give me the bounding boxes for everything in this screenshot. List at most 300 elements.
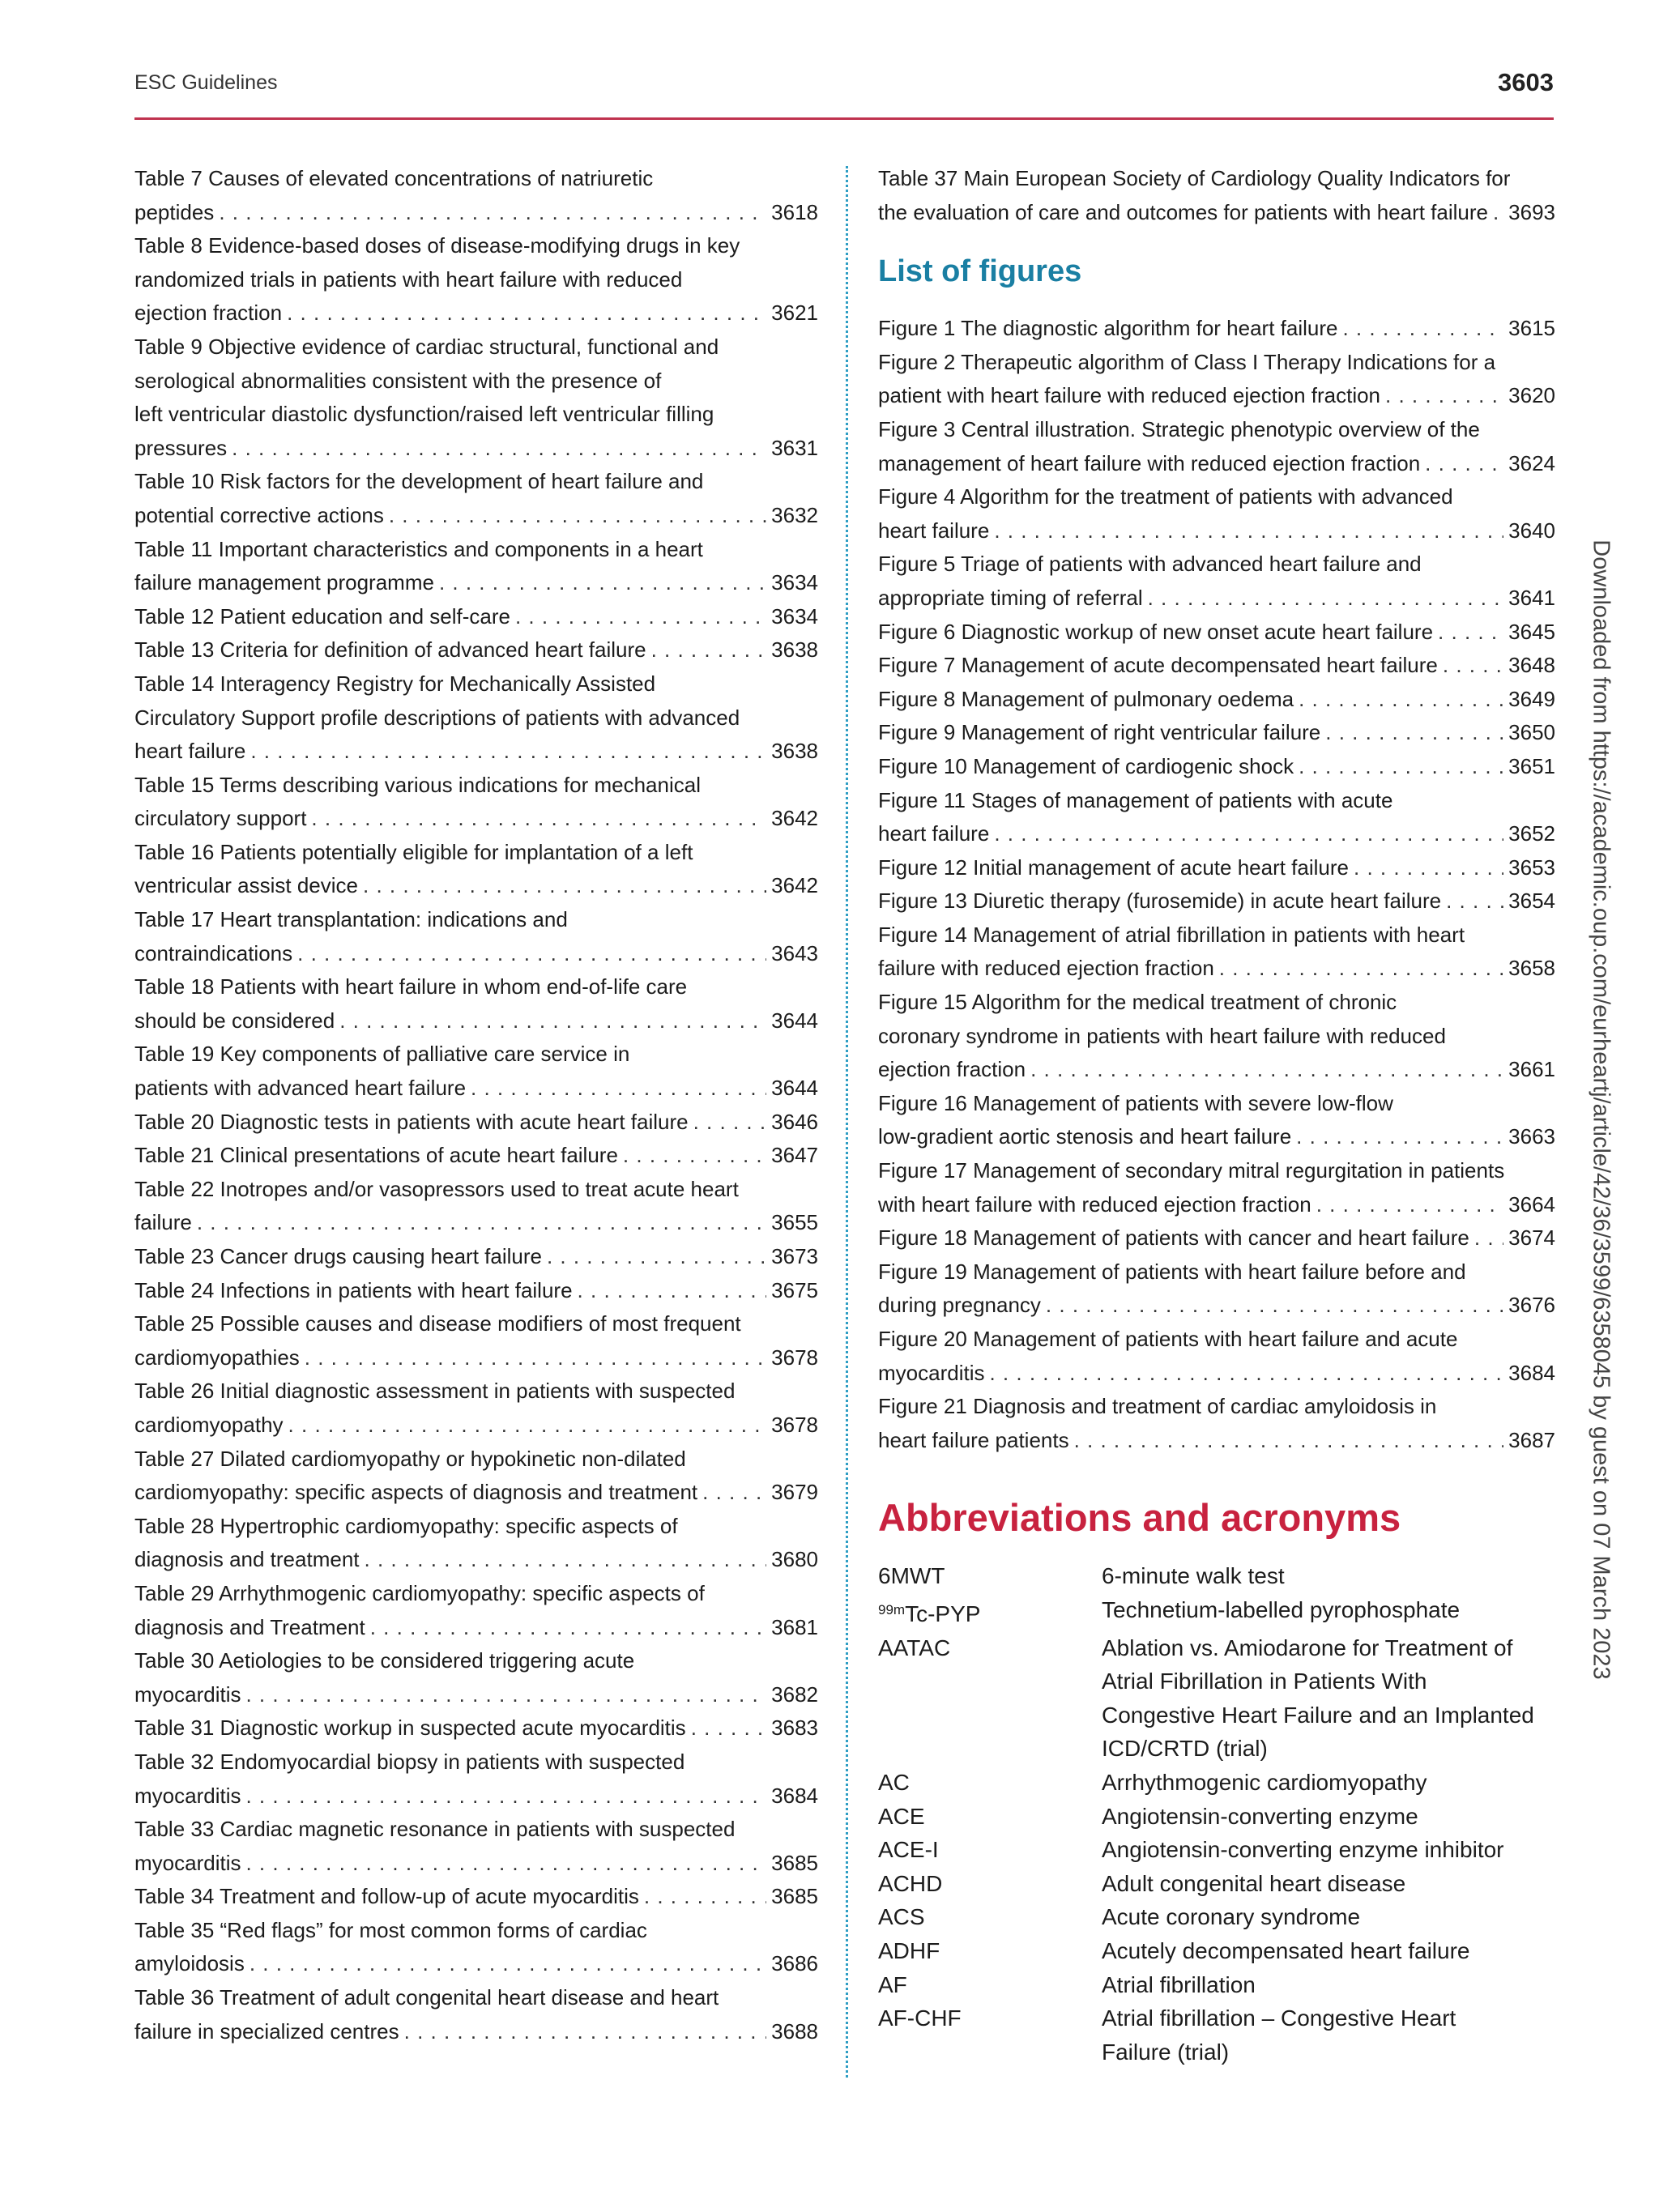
- toc-page-number: 3644: [771, 1008, 818, 1033]
- toc-entry[interactable]: [878, 1323, 1555, 1390]
- abbreviation-definition: [1102, 1934, 1555, 1968]
- toc-page-number: 3652: [1508, 821, 1555, 846]
- toc-entry[interactable]: [878, 1255, 1555, 1323]
- toc-entry-text: Table 19 Key components of palliative care service in: [134, 1042, 630, 1067]
- toc-entry-text: ejection fraction: [878, 1057, 1026, 1082]
- dot-leader: [989, 1357, 1503, 1391]
- toc-entry-text: management of heart failure with reduced ejection fraction: [878, 450, 1421, 475]
- dot-leader: [693, 1106, 767, 1140]
- toc-page-number: 3688: [771, 2018, 818, 2044]
- toc-entry-text: peptides: [134, 199, 215, 224]
- toc-entry[interactable]: [878, 683, 1555, 717]
- toc-entry-text: Table 34 Treatment and follow-up of acute myocarditis: [134, 1884, 639, 1909]
- toc-entry-text: Figure 17 Management of secondary mitral regurgitation in patients: [878, 1158, 1505, 1183]
- toc-page-number: 3624: [1508, 450, 1555, 475]
- toc-entry-text: Table 24 Infections in patients with heart failure: [134, 1277, 573, 1302]
- toc-page-number: 3675: [771, 1277, 818, 1302]
- toc-entry-text: diagnosis and treatment: [134, 1547, 360, 1572]
- definition-line: Atrial Fibrillation in Patients With: [1102, 1669, 1427, 1694]
- toc-entry[interactable]: [878, 480, 1555, 548]
- toc-entry-text: Figure 19 Management of patients with heart failure before and: [878, 1259, 1466, 1284]
- dot-leader: [1443, 649, 1503, 683]
- toc-page-number: 3615: [1508, 316, 1555, 341]
- abbreviation-row: [878, 1934, 1555, 1968]
- abbreviation-definition: [1102, 2001, 1555, 2069]
- toc-entry-text: failure in specialized centres: [134, 2018, 399, 2044]
- toc-page-number: 3678: [771, 1345, 818, 1370]
- abbreviation-term: [878, 1934, 1102, 1968]
- toc-page-number: 3693: [1508, 199, 1555, 224]
- toc-entry-text: cardiomyopathies: [134, 1345, 300, 1370]
- abbreviation-definition: [1102, 1968, 1555, 2002]
- dot-leader: [363, 869, 766, 903]
- dot-leader: [287, 296, 766, 330]
- toc-entry-text: patients with advanced heart failure: [134, 1076, 467, 1101]
- toc-entry-text: Table 14 Interagency Registry for Mechanically Assisted: [134, 671, 656, 696]
- dot-leader: [471, 1072, 766, 1106]
- toc-entry[interactable]: [134, 1038, 818, 1105]
- abbreviation-row: [878, 1968, 1555, 2002]
- toc-page-number: 3644: [771, 1076, 818, 1101]
- toc-entry-text: myocarditis: [134, 1681, 241, 1707]
- toc-entry-text: Table 32 Endomyocardial biopsy in patients with suspected: [134, 1749, 685, 1774]
- toc-page-number: 3654: [1508, 889, 1555, 914]
- dot-leader: [1325, 716, 1503, 750]
- abbreviation-term: [878, 2001, 1102, 2069]
- dot-leader: [1316, 1188, 1503, 1222]
- dot-leader: [994, 514, 1503, 548]
- toc-page-number: 3684: [771, 1783, 818, 1808]
- dot-leader: [297, 937, 766, 971]
- toc-entry[interactable]: [134, 1240, 818, 1274]
- abbreviation-definition: [1102, 1800, 1555, 1834]
- toc-entry-text: randomized trials in patients with heart failure with reduced: [134, 266, 683, 292]
- abbreviation-row: [878, 1833, 1555, 1867]
- abbreviation-term: [878, 1867, 1102, 1901]
- definition-line: Atrial fibrillation – Congestive Heart: [1102, 2005, 1456, 2031]
- toc-entry-text: Table 25 Possible causes and disease modifiers of most frequent: [134, 1311, 741, 1336]
- toc-entry[interactable]: [134, 970, 818, 1038]
- toc-entry[interactable]: [134, 1914, 818, 1981]
- dot-leader: [651, 633, 767, 667]
- dot-leader: [1299, 750, 1503, 784]
- toc-entry[interactable]: [134, 1813, 818, 1880]
- toc-page-number: 3651: [1508, 753, 1555, 778]
- dot-leader: [623, 1139, 766, 1173]
- dot-leader: [515, 600, 766, 634]
- abbreviations-list: [878, 1559, 1555, 2069]
- toc-page-number: 3664: [1508, 1191, 1555, 1217]
- tables-list-end: [878, 162, 1555, 229]
- toc-page-number: 3621: [771, 300, 818, 326]
- toc-entry[interactable]: [134, 229, 818, 330]
- toc-entry-text: coronary syndrome in patients with heart failure with reduced: [878, 1023, 1446, 1048]
- toc-entry[interactable]: [134, 1981, 818, 2048]
- toc-page-number: 3642: [771, 806, 818, 831]
- toc-entry[interactable]: [878, 548, 1555, 615]
- toc-entry-text: left ventricular diastolic dysfunction/raised left ventricular filling: [134, 402, 714, 427]
- toc-entry[interactable]: [134, 1745, 818, 1813]
- definition-line: Arrhythmogenic cardiomyopathy: [1102, 1769, 1427, 1795]
- toc-entry[interactable]: [134, 1510, 818, 1577]
- abbreviation-term: [878, 1968, 1102, 2002]
- toc-entry[interactable]: [878, 346, 1555, 413]
- toc-entry[interactable]: [134, 1274, 818, 1308]
- toc-entry-text: Circulatory Support profile descriptions of patients with advanced: [134, 705, 740, 730]
- toc-page-number: 3650: [1508, 720, 1555, 745]
- dot-leader: [245, 1678, 766, 1712]
- toc-entry-text: Table 7 Causes of elevated concentrations of natriuretic: [134, 166, 654, 190]
- toc-entry-text: Figure 13 Diuretic therapy (furosemide) in acute heart failure: [878, 889, 1442, 914]
- abbreviations-heading: Abbreviations and acronyms: [878, 1496, 1401, 1540]
- toc-entry[interactable]: [878, 1154, 1555, 1221]
- definition-line: ICD/CRTD (trial): [1102, 1736, 1268, 1762]
- toc-entry-text: cardiomyopathy: specific aspects of diagnosis and treatment: [134, 1480, 698, 1505]
- toc-page-number: 3649: [1508, 686, 1555, 711]
- dot-leader: [288, 1409, 767, 1443]
- toc-entry-text: Table 9 Objective evidence of cardiac structural, functional and: [134, 334, 719, 359]
- definition-line: Ablation vs. Amiodarone for Treatment of: [1102, 1634, 1513, 1660]
- toc-entry[interactable]: [134, 633, 818, 667]
- tables-list-continued: [134, 162, 818, 2048]
- abbreviation-row: [878, 1867, 1555, 1901]
- toc-page-number: 3638: [771, 637, 818, 663]
- abbreviation-term: [878, 1766, 1102, 1800]
- toc-page-number: 3683: [771, 1715, 818, 1741]
- dot-leader: [1474, 1221, 1503, 1255]
- dot-leader: [365, 1543, 767, 1577]
- toc-entry-text: Figure 20 Management of patients with heart failure and acute: [878, 1327, 1458, 1351]
- toc-entry-text: Table 29 Arrhythmogenic cardiomyopathy: specific aspects of: [134, 1580, 705, 1605]
- toc-entry-text: Table 23 Cancer drugs causing heart failure: [134, 1244, 542, 1268]
- toc-page-number: 3643: [771, 940, 818, 965]
- toc-page-number: 3678: [771, 1412, 818, 1437]
- toc-entry-text: amyloidosis: [134, 1951, 245, 1976]
- definition-line: Adult congenital heart disease: [1102, 1870, 1406, 1896]
- abbreviation-term-text: 6MWT: [878, 1563, 945, 1589]
- toc-entry-text: Figure 3 Central illustration. Strategic phenotypic overview of the: [878, 416, 1480, 441]
- toc-entry-text: circulatory support: [134, 806, 307, 831]
- column-divider: [846, 166, 848, 2078]
- toc-entry-text: Table 16 Patients potentially eligible for implantation of a left: [134, 839, 693, 864]
- toc-entry[interactable]: [134, 1307, 818, 1375]
- toc-entry-text: Table 27 Dilated cardiomyopathy or hypokinetic non-dilated: [134, 1446, 686, 1471]
- dot-leader: [691, 1711, 766, 1745]
- dot-leader: [311, 802, 766, 836]
- toc-page-number: 3658: [1508, 956, 1555, 981]
- toc-page-number: 3685: [771, 1884, 818, 1909]
- dot-leader: [439, 566, 766, 600]
- toc-entry-text: heart failure: [878, 821, 990, 846]
- toc-page-number: 3632: [771, 502, 818, 527]
- toc-entry[interactable]: [878, 716, 1555, 750]
- toc-page-number: 3663: [1508, 1124, 1555, 1149]
- toc-page-number: 3646: [771, 1109, 818, 1134]
- dot-leader: [389, 499, 766, 533]
- dot-leader: [305, 1341, 766, 1375]
- toc-entry-text: heart failure: [134, 739, 246, 764]
- toc-entry[interactable]: [134, 667, 818, 769]
- dot-leader: [370, 1611, 766, 1645]
- toc-entry-text: ejection fraction: [134, 300, 283, 326]
- toc-entry[interactable]: [878, 986, 1555, 1087]
- toc-entry-text: failure with reduced ejection fraction: [878, 956, 1214, 981]
- toc-entry-text: Figure 8 Management of pulmonary oedema: [878, 686, 1294, 711]
- toc-entry-text: contraindications: [134, 940, 293, 965]
- toc-entry-text: serological abnormalities consistent with the presence of: [134, 368, 662, 393]
- toc-entry[interactable]: [878, 649, 1555, 683]
- abbreviation-row: [878, 2001, 1555, 2069]
- dot-leader: [644, 1880, 766, 1914]
- toc-entry-text: Figure 18 Management of patients with cancer and heart failure: [878, 1225, 1469, 1251]
- abbreviation-term-text: AF: [878, 1971, 907, 1997]
- dot-leader: [1299, 683, 1503, 717]
- toc-entry-text: Table 8 Evidence-based doses of disease-modifying drugs in key: [134, 233, 740, 258]
- toc-entry-text: Figure 11 Stages of management of patients with acute: [878, 787, 1393, 812]
- toc-entry-text: Table 28 Hypertrophic cardiomyopathy: specific aspects of: [134, 1513, 678, 1538]
- toc-page-number: 3645: [1508, 619, 1555, 644]
- toc-page-number: 3687: [1508, 1427, 1555, 1452]
- toc-entry[interactable]: [878, 750, 1555, 784]
- page-number: 3603: [1498, 68, 1554, 96]
- toc-page-number: 3618: [771, 199, 818, 224]
- toc-entry[interactable]: [134, 1375, 818, 1442]
- definition-line: Technetium-labelled pyrophosphate: [1102, 1596, 1461, 1622]
- dot-leader: [1438, 616, 1503, 650]
- dot-leader: [994, 817, 1503, 851]
- toc-entry[interactable]: [134, 1443, 818, 1510]
- toc-entry[interactable]: [134, 1644, 818, 1711]
- header-rule: [134, 117, 1554, 120]
- abbreviation-term: [878, 1900, 1102, 1934]
- toc-entry-text: Figure 9 Management of right ventricular failure: [878, 720, 1321, 745]
- dot-leader: [1354, 851, 1503, 885]
- definition-line: Failure (trial): [1102, 2039, 1230, 2065]
- toc-entry-text: myocarditis: [134, 1850, 241, 1875]
- toc-entry-text: Figure 7 Management of acute decompensated heart failure: [878, 653, 1438, 678]
- abbreviation-term-text: AC: [878, 1769, 910, 1795]
- toc-entry-text: Table 36 Treatment of adult congenital heart disease and heart: [134, 1985, 719, 2010]
- toc-entry-text: Table 22 Inotropes and/or vasopressors used to treat acute heart: [134, 1176, 739, 1201]
- toc-page-number: 3641: [1508, 585, 1555, 610]
- toc-page-number: 3640: [1508, 518, 1555, 543]
- toc-entry[interactable]: [878, 1221, 1555, 1255]
- dot-leader: [1446, 884, 1503, 918]
- toc-page-number: 3634: [771, 570, 818, 595]
- toc-entry[interactable]: [134, 1139, 818, 1173]
- toc-entry-text: Figure 2 Therapeutic algorithm of Class I Therapy Indications for a: [878, 349, 1496, 374]
- abbreviation-row: [878, 1766, 1555, 1800]
- dot-leader: [1219, 952, 1503, 986]
- dot-leader: [339, 1004, 766, 1038]
- toc-entry[interactable]: [878, 312, 1555, 346]
- toc-entry[interactable]: [134, 903, 818, 970]
- toc-entry-text: pressures: [134, 435, 228, 460]
- definition-line: Atrial fibrillation: [1102, 1971, 1256, 1997]
- toc-page-number: 3653: [1508, 855, 1555, 880]
- toc-page-number: 3673: [771, 1244, 818, 1268]
- toc-entry[interactable]: [134, 1173, 818, 1240]
- toc-entry-text: Figure 16 Management of patients with severe low-flow: [878, 1090, 1393, 1115]
- toc-page-number: 3681: [771, 1614, 818, 1639]
- abbreviation-term: [878, 1593, 1102, 1631]
- toc-entry[interactable]: [134, 600, 818, 634]
- toc-entry[interactable]: [878, 884, 1555, 918]
- toc-entry-text: Table 11 Important characteristics and components in a heart: [134, 536, 703, 561]
- abbreviation-row: [878, 1800, 1555, 1834]
- toc-entry-text: Table 33 Cardiac magnetic resonance in patients with suspected: [134, 1817, 736, 1842]
- figures-list: [878, 312, 1555, 1457]
- toc-entry[interactable]: [134, 1711, 818, 1745]
- toc-entry[interactable]: [878, 784, 1555, 851]
- abbreviation-definition: [1102, 1593, 1555, 1631]
- toc-entry[interactable]: [134, 465, 818, 532]
- toc-entry[interactable]: [134, 330, 818, 465]
- toc-page-number: 3620: [1508, 383, 1555, 408]
- toc-page-number: 3679: [771, 1480, 818, 1505]
- toc-entry-text: Table 10 Risk factors for the development of heart failure and: [134, 469, 704, 494]
- toc-entry-text: heart failure patients: [878, 1427, 1069, 1452]
- toc-entry-text: with heart failure with reduced ejection fraction: [878, 1191, 1311, 1217]
- toc-entry[interactable]: [878, 1390, 1555, 1457]
- dot-leader: [1046, 1289, 1503, 1323]
- isotope-superscript: 99m: [878, 1601, 906, 1617]
- abbreviation-term: [878, 1800, 1102, 1834]
- dot-leader: [1342, 312, 1503, 346]
- abbreviation-definition: [1102, 1900, 1555, 1934]
- abbreviation-definition: [1102, 1631, 1555, 1766]
- dot-leader: [1030, 1053, 1503, 1087]
- definition-line: 6-minute walk test: [1102, 1563, 1285, 1589]
- toc-entry[interactable]: [134, 162, 818, 229]
- abbreviation-row: [878, 1593, 1555, 1631]
- toc-entry[interactable]: [134, 1880, 818, 1914]
- toc-entry-text: cardiomyopathy: [134, 1412, 284, 1437]
- dot-leader: [1296, 1120, 1503, 1154]
- toc-entry-text: myocarditis: [878, 1360, 985, 1385]
- toc-entry-text: myocarditis: [134, 1783, 241, 1808]
- toc-entry-text: the evaluation of care and outcomes for patients with heart failure: [878, 199, 1488, 224]
- abbreviation-term-text: ACE-I: [878, 1837, 939, 1863]
- toc-entry-text: Table 18 Patients with heart failure in whom end-of-life care: [134, 974, 688, 999]
- toc-entry[interactable]: [878, 616, 1555, 650]
- abbreviation-definition: [1102, 1559, 1555, 1593]
- toc-page-number: 3680: [771, 1547, 818, 1572]
- abbreviation-term-text: ACE: [878, 1803, 925, 1829]
- toc-page-number: 3682: [771, 1681, 818, 1707]
- toc-entry[interactable]: [134, 1577, 818, 1644]
- toc-entry-text: Figure 12 Initial management of acute heart failure: [878, 855, 1350, 880]
- toc-page-number: 3674: [1508, 1225, 1555, 1251]
- dot-leader: [250, 735, 766, 769]
- abbreviation-row: [878, 1559, 1555, 1593]
- toc-entry-text: Table 15 Terms describing various indications for mechanical: [134, 772, 701, 797]
- toc-entry-text: Table 20 Diagnostic tests in patients with acute heart failure: [134, 1109, 689, 1134]
- toc-page-number: 3661: [1508, 1057, 1555, 1082]
- toc-entry-text: Table 31 Diagnostic workup in suspected acute myocarditis: [134, 1715, 686, 1741]
- toc-entry-text: diagnosis and Treatment: [134, 1614, 365, 1639]
- toc-entry-text: potential corrective actions: [134, 502, 384, 527]
- definition-line: Angiotensin-converting enzyme: [1102, 1803, 1418, 1829]
- toc-entry-text: Table 17 Heart transplantation: indications and: [134, 907, 568, 932]
- toc-entry-text: patient with heart failure with reduced ejection fraction: [878, 383, 1381, 408]
- dot-leader: [1493, 196, 1503, 230]
- toc-page-number: 3685: [771, 1850, 818, 1875]
- toc-page-number: 3648: [1508, 653, 1555, 678]
- dot-leader: [249, 1947, 766, 1981]
- dot-leader: [232, 432, 766, 466]
- definition-line: Congestive Heart Failure and an Implanted: [1102, 1702, 1534, 1728]
- download-watermark: Downloaded from https://academic.oup.com/eurheartj/article/42/36/3599/6358045 by guest on 07 March 2023: [1588, 539, 1614, 1680]
- toc-entry[interactable]: [134, 769, 818, 836]
- abbreviation-term: [878, 1631, 1102, 1766]
- abbreviation-row: [878, 1900, 1555, 1934]
- dot-leader: [1148, 582, 1504, 616]
- list-of-figures-heading: List of figures: [878, 254, 1082, 289]
- abbreviation-term-text: ACHD: [878, 1870, 943, 1896]
- dot-leader: [578, 1274, 767, 1308]
- dot-leader: [702, 1476, 766, 1510]
- journal-title: ESC Guidelines: [134, 71, 278, 94]
- toc-entry-text: Table 35 “Red flags” for most common forms of cardiac: [134, 1917, 647, 1942]
- toc-entry[interactable]: [878, 413, 1555, 480]
- abbreviation-term-text: ACS: [878, 1904, 925, 1930]
- toc-entry-text: Figure 5 Triage of patients with advanced heart failure and: [878, 552, 1422, 577]
- abbreviation-term-text: AF-CHF: [878, 2005, 962, 2031]
- toc-page-number: 3655: [771, 1210, 818, 1235]
- toc-entry[interactable]: [878, 1087, 1555, 1154]
- toc-entry-text: Table 21 Clinical presentations of acute heart failure: [134, 1143, 618, 1168]
- dot-leader: [547, 1240, 766, 1274]
- dot-leader: [245, 1847, 766, 1881]
- toc-entry-text: during pregnancy: [878, 1293, 1041, 1318]
- toc-page-number: 3634: [771, 603, 818, 629]
- toc-entry-text: Figure 10 Management of cardiogenic shock: [878, 753, 1294, 778]
- toc-entry[interactable]: [878, 851, 1555, 885]
- toc-entry[interactable]: [134, 1106, 818, 1140]
- toc-entry-text: Figure 21 Diagnosis and treatment of cardiac amyloidosis in: [878, 1394, 1437, 1419]
- abbreviation-term-text: AATAC: [878, 1634, 951, 1660]
- toc-page-number: 3676: [1508, 1293, 1555, 1318]
- toc-entry-text: Figure 14 Management of atrial fibrillation in patients with heart: [878, 922, 1465, 947]
- abbreviation-row: [878, 1631, 1555, 1766]
- dot-leader: [197, 1206, 766, 1240]
- abbreviation-term-text: ADHF: [878, 1937, 940, 1963]
- toc-entry-text: Figure 15 Algorithm for the medical treatment of chronic: [878, 990, 1397, 1015]
- toc-entry-text: Figure 4 Algorithm for the treatment of patients with advanced: [878, 484, 1453, 509]
- toc-entry-text: failure: [134, 1210, 192, 1235]
- toc-entry-text: Table 37 Main European Society of Cardiology Quality Indicators for: [878, 166, 1511, 190]
- dot-leader: [1425, 447, 1503, 481]
- toc-entry[interactable]: [878, 162, 1555, 229]
- dot-leader: [1385, 379, 1503, 413]
- toc-entry[interactable]: [878, 918, 1555, 986]
- toc-entry-text: appropriate timing of referral: [878, 585, 1143, 610]
- toc-entry-text: Figure 1 The diagnostic algorithm for heart failure: [878, 316, 1338, 341]
- abbreviation-term-text: Tc-PYP: [905, 1600, 981, 1626]
- dot-leader: [219, 196, 766, 230]
- toc-page-number: 3638: [771, 739, 818, 764]
- toc-entry[interactable]: [134, 836, 818, 903]
- abbreviation-term: [878, 1559, 1102, 1593]
- dot-leader: [245, 1779, 766, 1813]
- abbreviation-definition: [1102, 1867, 1555, 1901]
- toc-entry-text: failure management programme: [134, 570, 434, 595]
- toc-page-number: 3684: [1508, 1360, 1555, 1385]
- definition-line: Acute coronary syndrome: [1102, 1904, 1361, 1930]
- toc-entry[interactable]: [134, 533, 818, 600]
- toc-entry-text: Table 26 Initial diagnostic assessment in patients with suspected: [134, 1379, 736, 1404]
